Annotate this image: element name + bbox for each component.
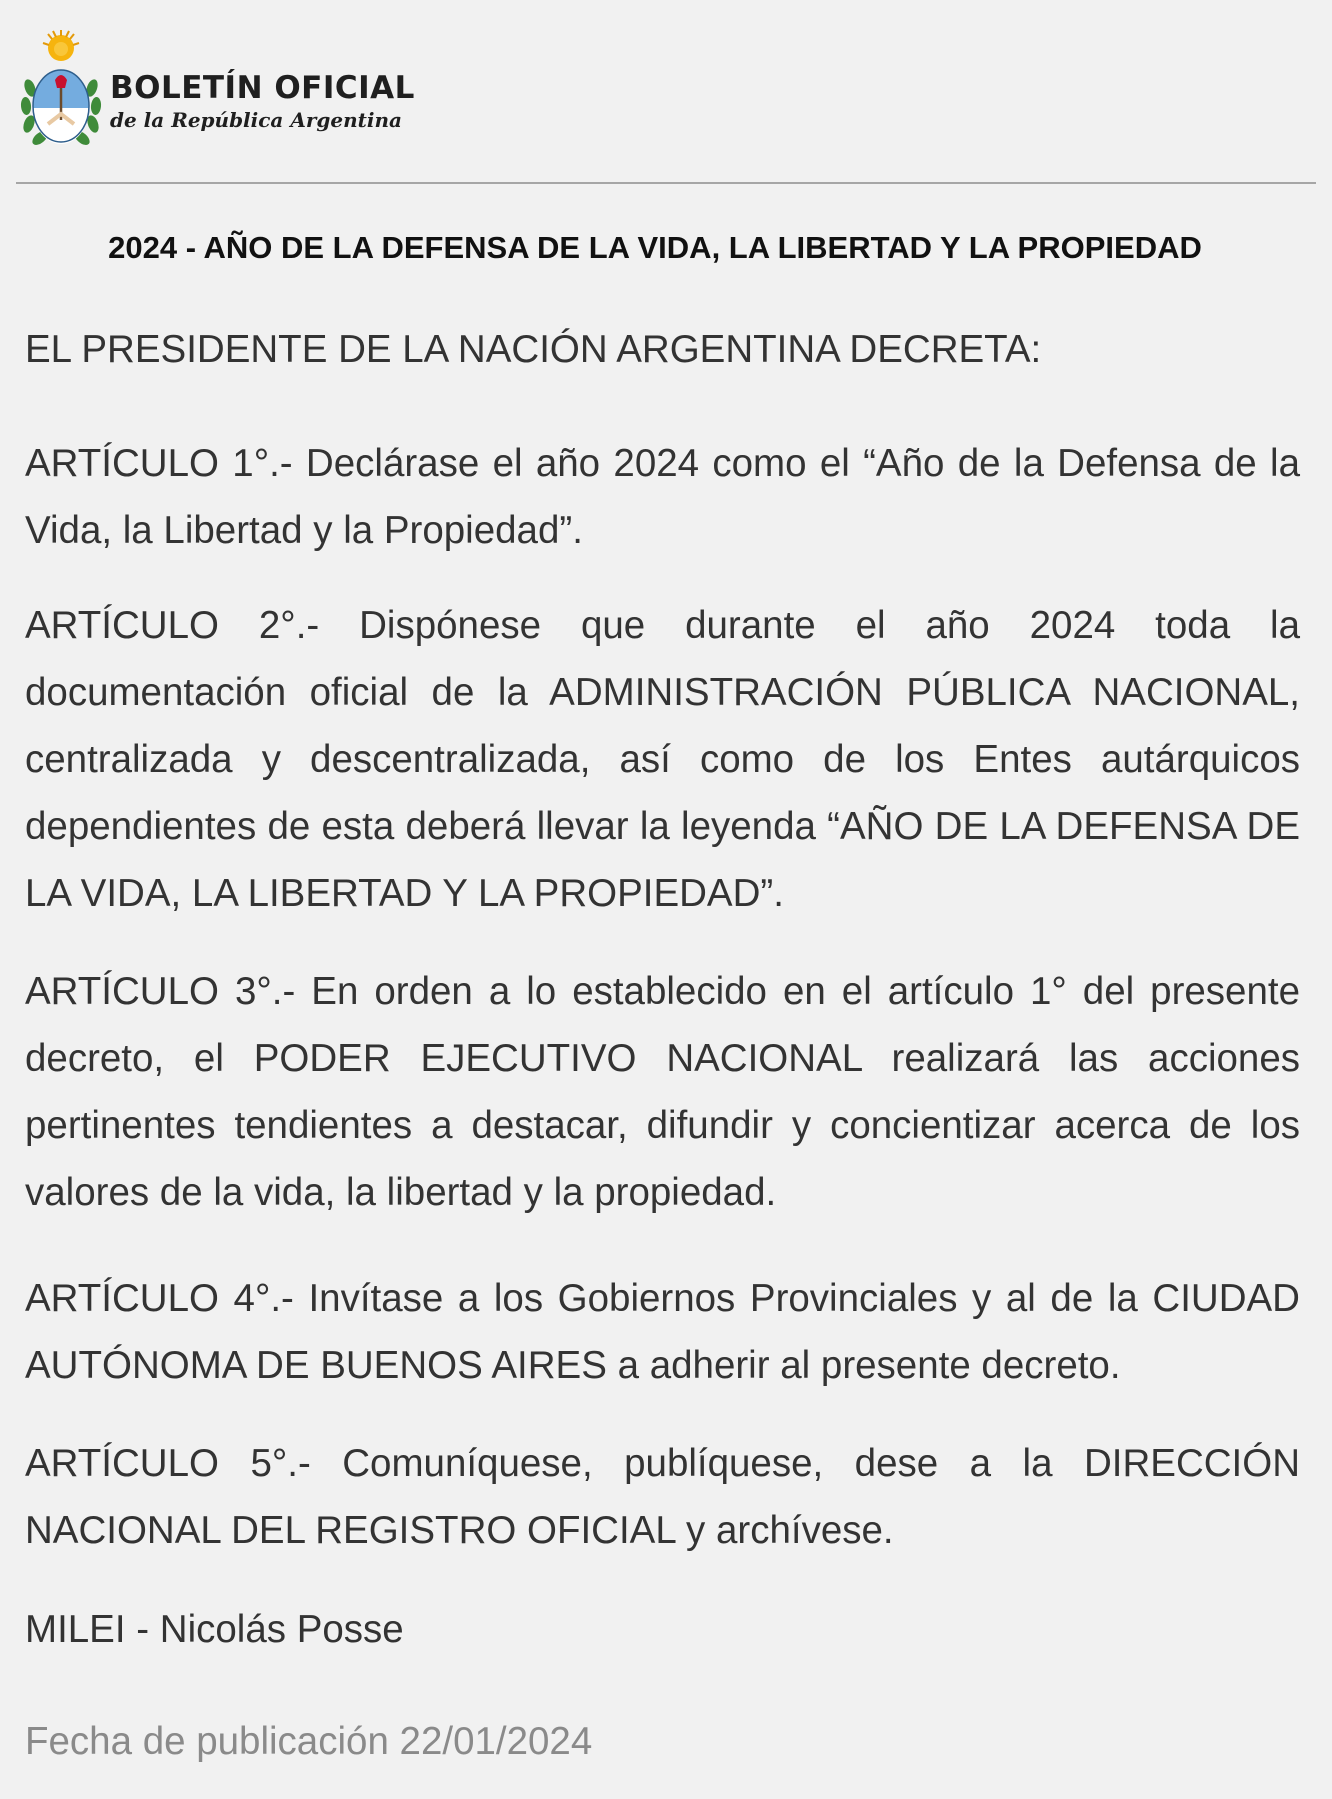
signatures: MILEI - Nicolás Posse: [25, 1608, 404, 1651]
article-4: ARTÍCULO 4°.- Invítase a los Gobiernos Provinciales y al de la CIUDAD AUTÓNOMA DE BUENOS AIRES a adherir al presente decreto.: [25, 1277, 1300, 1387]
brand-subtitle: de la República Argentina: [110, 108, 402, 132]
article-2: ARTÍCULO 2°.- Dispónese que durante el año 2024 toda la documentación oficial de la ADMINISTRACIÓN PÚBLICA NACIONAL, centralizada y descentralizada, así como de los Entes autárquicos dependientes de esta deberá llevar la leyenda “AÑO DE LA DEFENSA DE LA VIDA, LA LIBERTAD Y LA PROPIEDAD”.: [25, 604, 1300, 915]
argentine-coat-of-arms-icon: [18, 28, 104, 152]
article-1: ARTÍCULO 1°.- Declárase el año 2024 como el “Año de la Defensa de la Vida, la Libertad y la Propiedad”.: [25, 442, 1300, 552]
publication-date: Fecha de publicación 22/01/2024: [25, 1720, 593, 1763]
shield-icon: [33, 70, 89, 144]
article-3: ARTÍCULO 3°.- En orden a lo establecido en el artículo 1° del presente decreto, el PODER EJECUTIVO NACIONAL realizará las acciones pertinentes tendientes a destacar, difundir y concientizar acerca de los valores de la vida, la libertad y la propiedad.: [25, 970, 1300, 1214]
brand-title: BOLETÍN OFICIAL: [110, 70, 415, 106]
decree-body: [25, 316, 1300, 1775]
decree-intro: EL PRESIDENTE DE LA NACIÓN ARGENTINA DECRETA:: [25, 328, 1042, 371]
boletin-header: [18, 28, 518, 158]
year-motto: 2024 - AÑO DE LA DEFENSA DE LA VIDA, LA LIBERTAD Y LA PROPIEDAD: [108, 230, 1202, 265]
header-divider: [16, 182, 1316, 184]
article-5: ARTÍCULO 5°.- Comuníquese, publíquese, dese a la DIRECCIÓN NACIONAL DEL REGISTRO OFICIAL y archívese.: [25, 1442, 1300, 1552]
sun-icon: [43, 30, 79, 61]
